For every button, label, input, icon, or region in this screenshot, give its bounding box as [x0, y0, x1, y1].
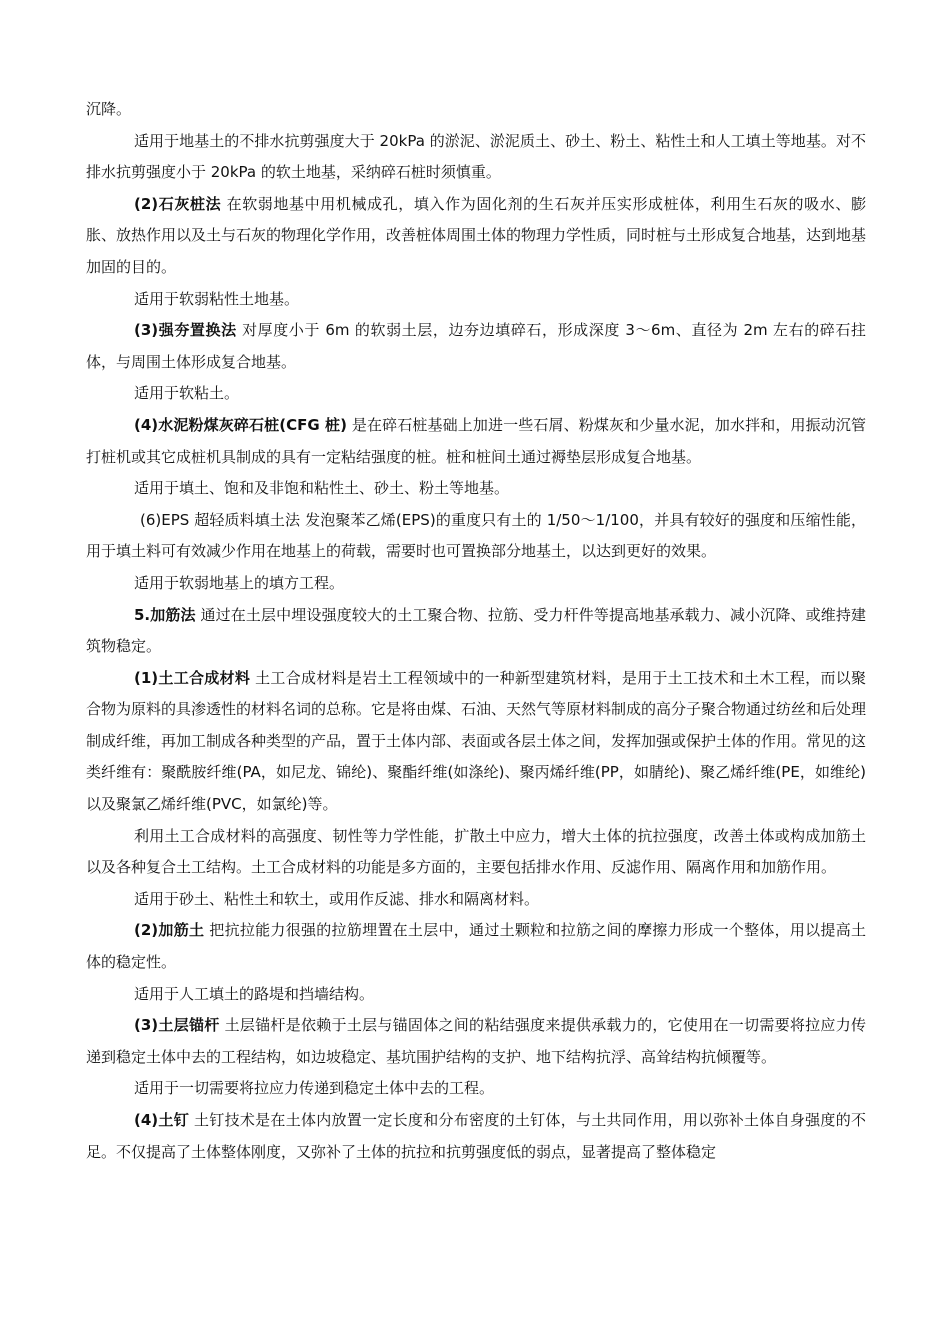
section-heading: (3)土层锚杆 — [134, 1016, 220, 1035]
section-heading: (1)土工合成材料 — [134, 668, 251, 687]
section-heading: (2)加筋土 — [134, 921, 205, 940]
paragraph-text: 土工合成材料是岩土工程领域中的一种新型建筑材料，是用于土工技术和土木工程，而以聚合物为原料的具渗透性的材料名词的总称。它是将由煤、石油、天然气等原材料制成的高分子聚合物通过纺丝和后处理制成纤维，再加工制成各种类型的产品，置于土体内部、表面或各层土体之间，发挥加强或保护土体的作用。常见的这类纤维有：聚酰胺纤维(PA，如尼龙、锦纶)、聚酯纤维(如涤纶)、聚丙烯纤维(PP，如腈纶)、聚乙烯纤维(PE，如维纶)以及聚氯乙烯纤维(PVC，如氯纶)等。 — [86, 668, 867, 814]
paragraph — [86, 410, 866, 473]
paragraph — [86, 821, 866, 884]
paragraph-text: 把抗拉能力很强的拉筋埋置在土层中，通过土颗粒和拉筋之间的摩擦力形成一个整体，用以提高土体的稳定性。 — [86, 921, 866, 972]
paragraph-text: 适用于软粘土。 — [134, 384, 240, 403]
paragraph — [86, 600, 866, 663]
paragraph — [86, 126, 866, 189]
paragraph-text: 土钉技术是在土体内放置一定长度和分布密度的土钉体，与土共同作用，用以弥补土体自身强度的不足。不仅提高了土体整体刚度，又弥补了土体的抗拉和抗剪强度低的弱点，显著提高了整体稳定 — [86, 1111, 866, 1161]
section-heading: (4)水泥粉煤灰碎石桩(CFG 桩) — [134, 415, 348, 434]
paragraph-text: 适用于填土、饱和及非饱和粘性土、砂土、粉土等地基。 — [134, 479, 510, 498]
paragraph-text: 通过在土层中埋设强度较大的土工聚合物、拉筋、受力杆件等提高地基承载力、减小沉降、或维持建筑物稳定。 — [86, 605, 867, 656]
paragraph-text: 在软弱地基中用机械成孔，填入作为固化剂的生石灰并压实形成桩体，利用生石灰的吸水、膨胀、放热作用以及土与石灰的物理化学作用，改善桩体周围土体的物理力学性质，同时桩与土形成复合地基，达到地基加固的目的。 — [86, 194, 867, 276]
paragraph — [86, 378, 866, 410]
section-heading: (4)土钉 — [134, 1111, 189, 1129]
paragraph — [86, 315, 866, 378]
paragraph — [86, 979, 866, 1011]
section-heading: 5.加筋法 — [134, 605, 196, 624]
paragraph — [86, 284, 866, 316]
paragraph-text: 是在碎石桩基础上加进一些石屑、粉煤灰和少量水泥，加水拌和，用振动沉管打桩机或其它成桩机具制成的具有一定粘结强度的桩。桩和桩间土通过褥垫层形成复合地基。 — [86, 415, 866, 466]
paragraph-text: 适用于软弱粘性土地基。 — [134, 289, 300, 308]
section-heading: (3)强夯置换法 — [134, 321, 237, 340]
paragraph — [86, 473, 866, 505]
paragraph — [86, 189, 866, 284]
paragraph — [86, 1010, 866, 1073]
paragraph-text: 土层锚杆是依赖于土层与锚固体之间的粘结强度来提供承载力的，它使用在一切需要将拉应力传递到稳定土体中去的工程结构，如边坡稳定、基坑围护结构的支护、地下结构抗浮、高耸结构抗倾覆等。 — [86, 1016, 866, 1066]
paragraph-text: 对厚度小于 6m 的软弱土层，边夯边填碎石，形成深度 3～6m、直径为 2m 左右的碎石拄体，与周围土体形成复合地基。 — [86, 321, 866, 371]
paragraph — [86, 915, 866, 978]
paragraph — [86, 568, 866, 600]
paragraph-text: 适用于一切需要将拉应力传递到稳定土体中去的工程。 — [134, 1079, 495, 1098]
paragraph-text: 适用于软弱地基上的填方工程。 — [134, 573, 345, 592]
paragraph — [86, 1073, 866, 1105]
paragraph-text: (6)EPS 超轻质料填土法 发泡聚苯乙烯(EPS)的重度只有土的 1/50～1/100，并具有较好的强度和压缩性能，用于填土料可有效减少作用在地基上的荷载，需要时也可置换部分地基土，以达到更好的效果。 — [86, 510, 866, 561]
paragraph-text: 适用于地基土的不排水抗剪强度大于 20kPa 的淤泥、淤泥质土、砂土、粉土、粘性土和人工填土等地基。对不排水抗剪强度小于 20kPa 的软土地基，采纳碎石桩时须慎重。 — [86, 131, 866, 182]
paragraph — [86, 505, 866, 568]
paragraph — [86, 1105, 866, 1168]
paragraph-text: 适用于砂土、粘性土和软土，或用作反滤、排水和隔离材料。 — [134, 889, 540, 908]
paragraph — [86, 94, 866, 126]
paragraph-text: 适用于人工填土的路堤和挡墙结构。 — [134, 984, 375, 1003]
paragraph-text: 沉降。 — [86, 100, 132, 118]
paragraph — [86, 663, 866, 821]
paragraph — [86, 884, 866, 916]
paragraph-text: 利用土工合成材料的高强度、韧性等力学性能，扩散土中应力，增大土体的抗拉强度，改善土体或构成加筋土以及各种复合土工结构。土工合成材料的功能是多方面的，主要包括排水作用、反滤作用、隔离作用和加筋作用。 — [86, 826, 866, 877]
section-heading: (2)石灰桩法 — [134, 194, 222, 213]
document-page — [86, 94, 866, 1168]
